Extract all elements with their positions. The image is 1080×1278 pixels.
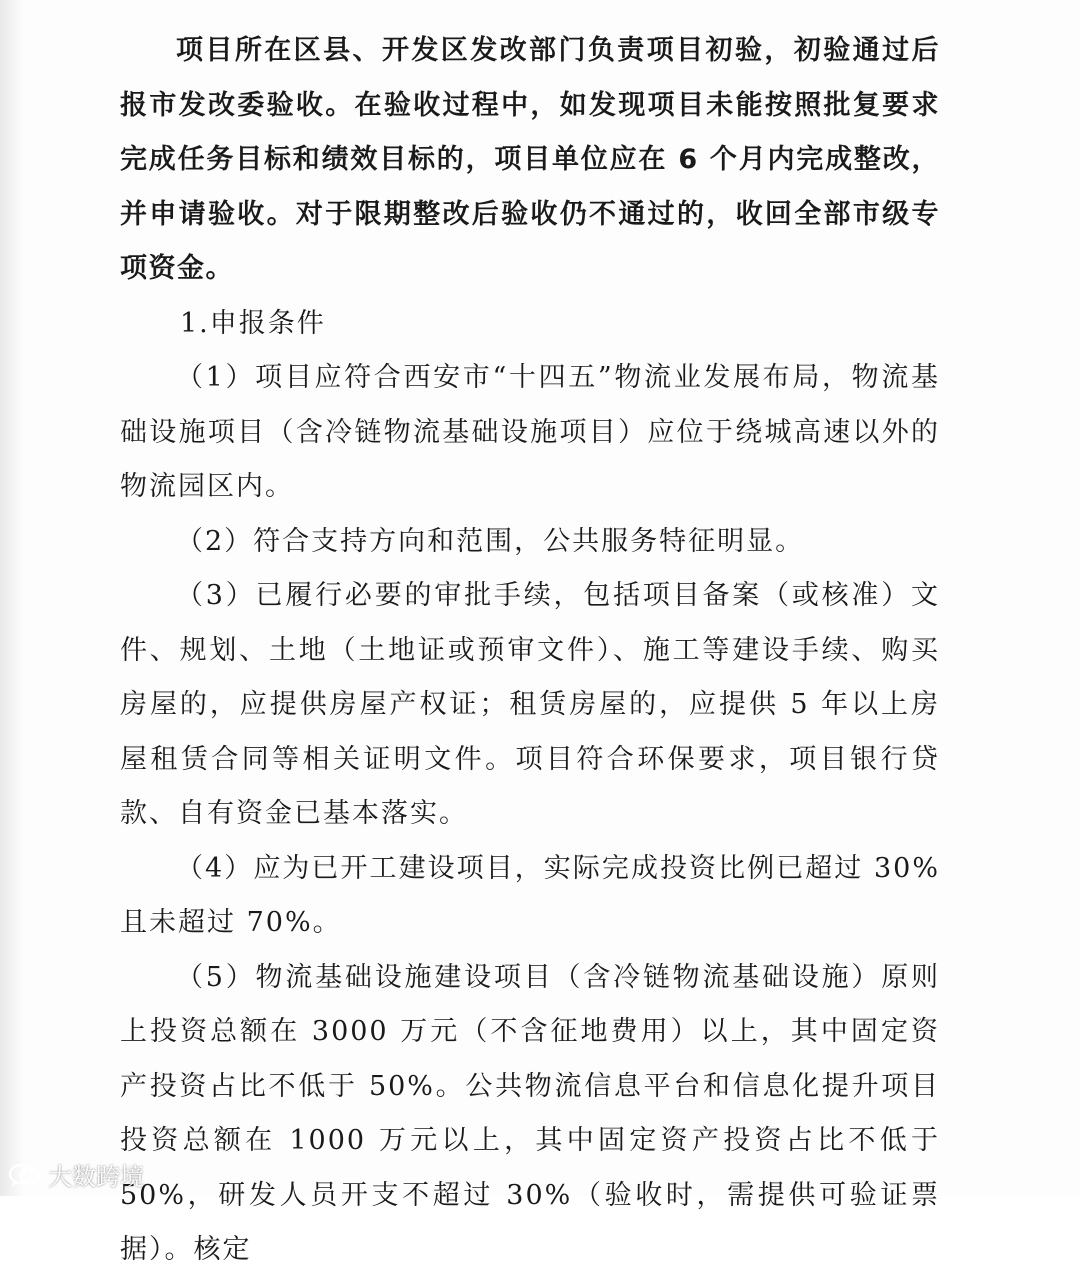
- watermark-text: 大数跨境: [48, 1163, 144, 1191]
- paragraph-acceptance: 项目所在区县、开发区发改部门负责项目初验，初验通过后报市发改委验收。在验收过程中，如发现项目未能按照批复要求完成任务目标和绩效目标的，项目单位应在 6 个月内完成整改，并申请验收。对于限期整改后验收仍不通过的，收回全部市级专项资金。: [120, 35, 940, 284]
- condition-item-3: （3）已履行必要的审批手续，包括项目备案（或核准）文件、规划、土地（土地证或预审文件）、施工等建设手续、购买房屋的，应提供房屋产权证；租赁房屋的，应提供 5 年以上房屋租赁合同等相关证明文件。项目符合环保要求，项目银行贷款、自有资金已基本落实。: [120, 580, 940, 829]
- document-body: [120, 0, 940, 1278]
- condition-item-5: （5）物流基础设施建设项目（含冷链物流基础设施）原则上投资总额在 3000 万元（不含征地费用）以上，其中固定资产投资占比不低于 50%。公共物流信息平台和信息化提升项目投资总额在 1000 万元以上，其中固定资产投资占比不低于 50%，研发人员开支不超过 30%（验收时，需提供可验证票据）。核定: [120, 961, 940, 1265]
- watermark: [8, 1157, 144, 1192]
- chat-bubble-logo-icon: [8, 1162, 42, 1188]
- condition-item-2: （2）符合支持方向和范围，公共服务特征明显。: [176, 525, 805, 557]
- condition-item-4: （4）应为已开工建设项目，实际完成投资比例已超过 30%且未超过 70%。: [120, 852, 940, 938]
- section-heading-application-conditions: 1.申报条件: [180, 307, 326, 339]
- scan-shadow-edge: [0, 0, 24, 1196]
- condition-item-1: （1）项目应符合西安市“十四五”物流业发展布局，物流基础设施项目（含冷链物流基础设施项目）应位于绕城高速以外的物流园区内。: [120, 362, 940, 502]
